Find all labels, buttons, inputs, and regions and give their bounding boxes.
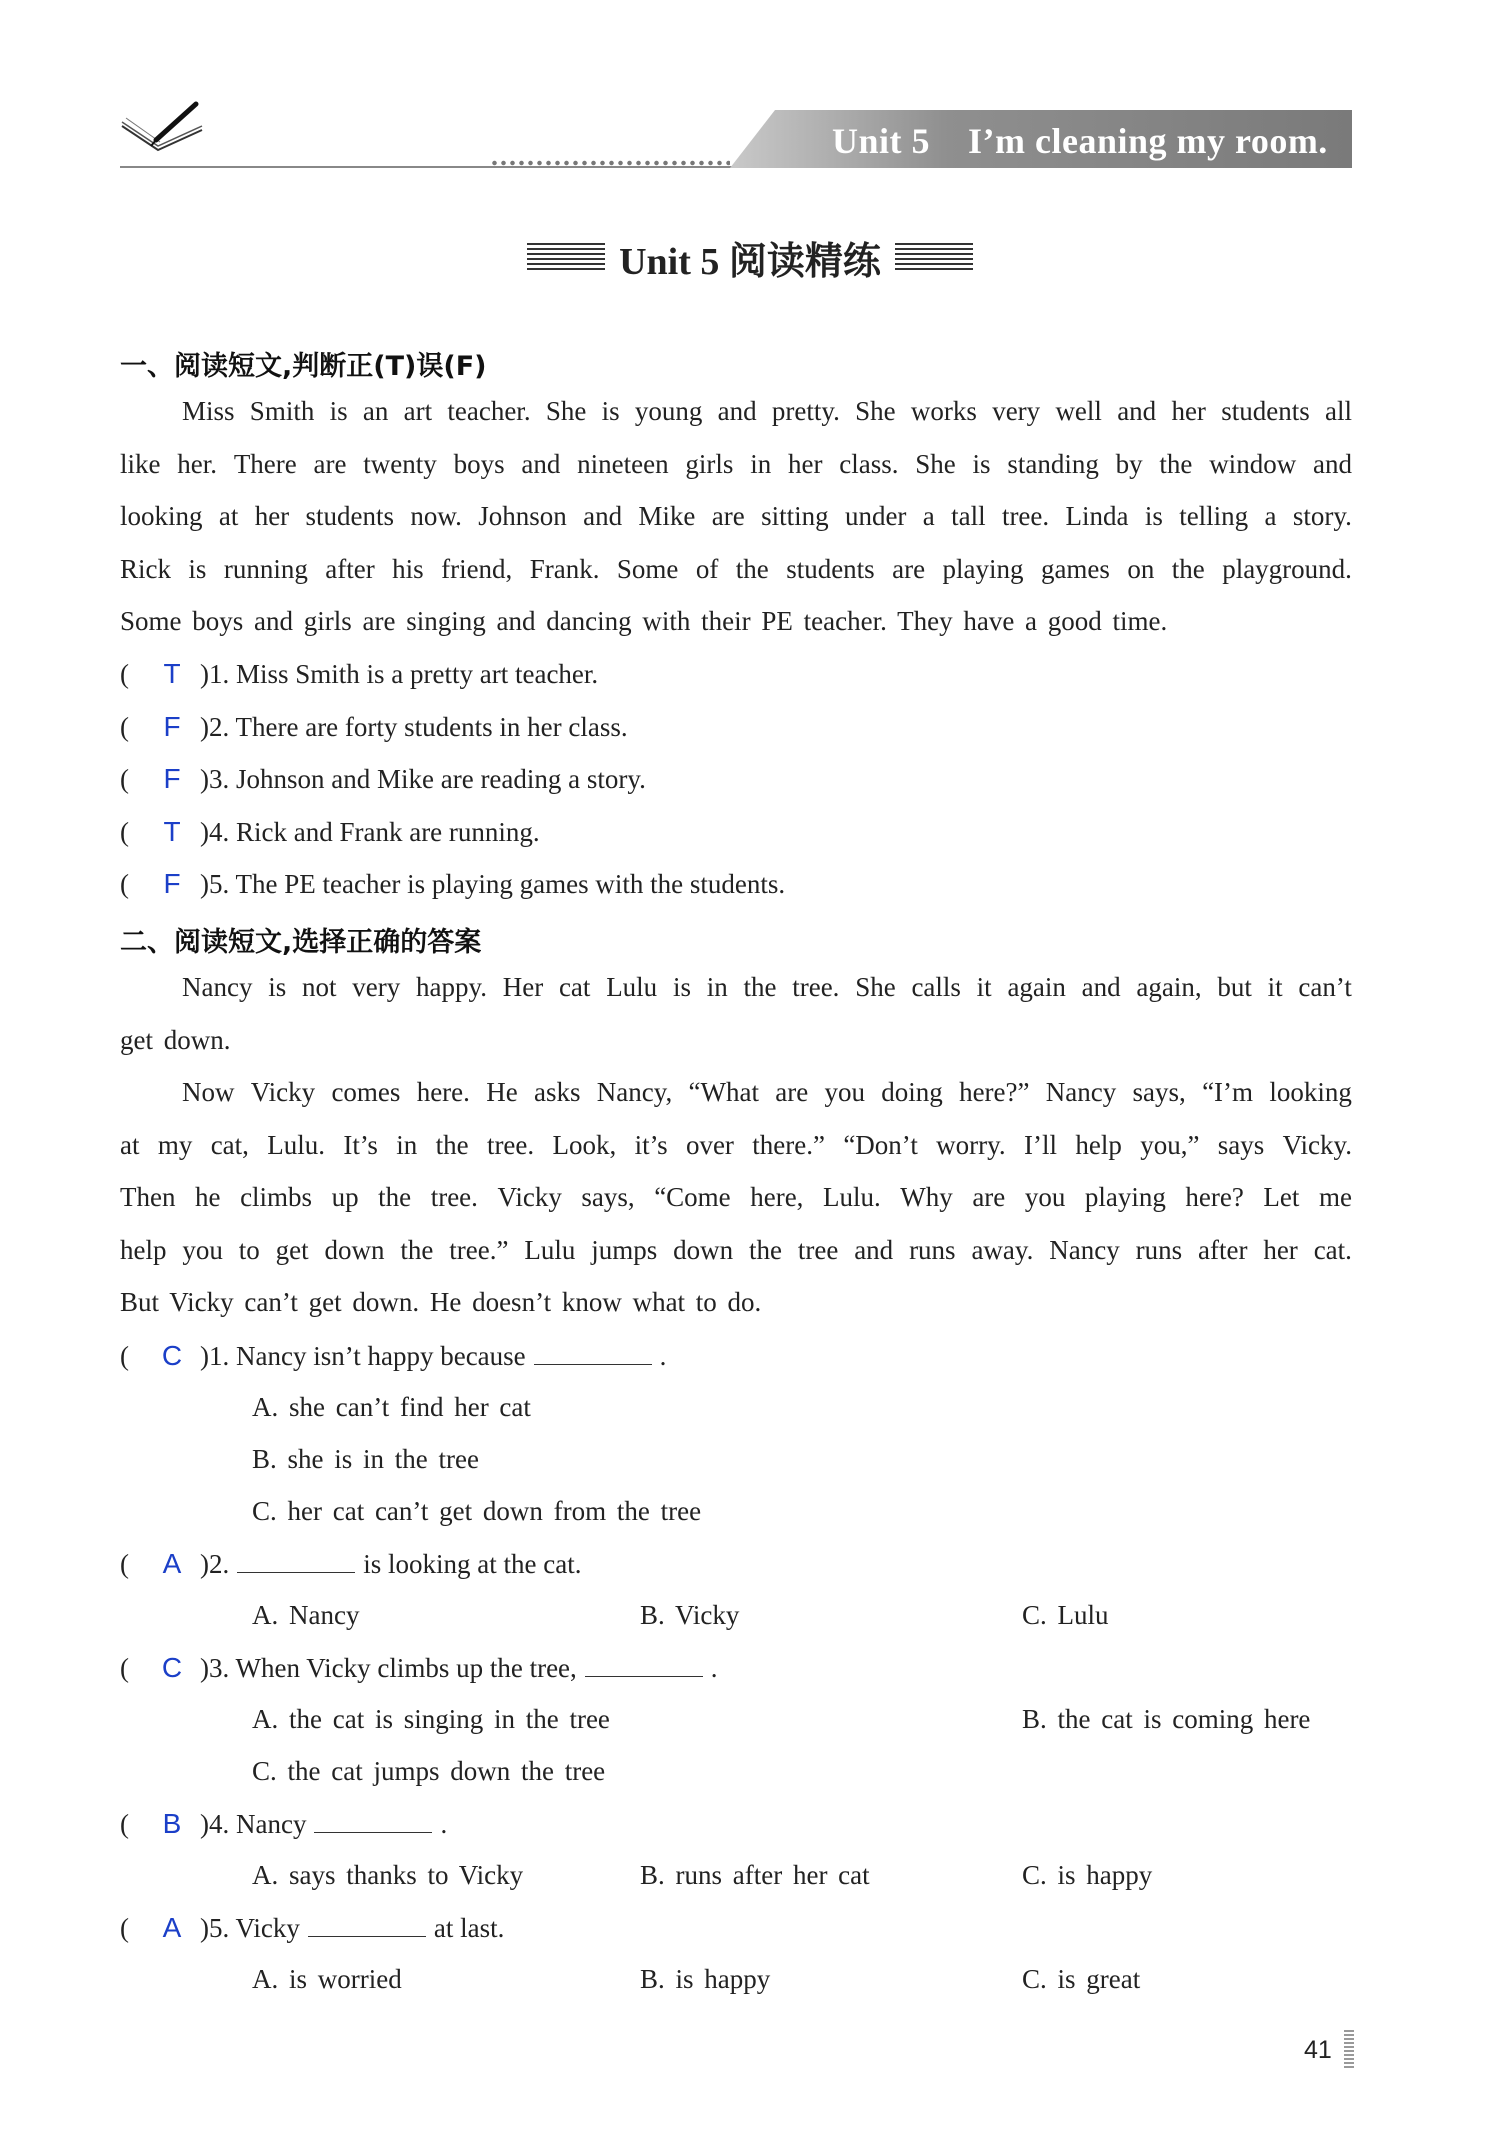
- passage-word: his: [392, 553, 424, 584]
- passage-word: nineteen: [577, 448, 669, 479]
- passage-word: you,”: [1140, 1129, 1200, 1160]
- tf-question: [120, 816, 540, 848]
- passage-word: climbs: [240, 1182, 313, 1212]
- passage-word: an: [362, 396, 389, 426]
- passage-word: it’s: [634, 1129, 668, 1160]
- passage-word: by: [1115, 448, 1143, 479]
- passage-word: says,: [1132, 1077, 1186, 1107]
- passage-word: comes: [331, 1077, 401, 1107]
- passage-word: the: [735, 553, 769, 584]
- tf-question: [120, 711, 628, 743]
- passage-word: jumps: [591, 1234, 658, 1265]
- open-paren: (: [120, 1809, 129, 1839]
- passage-line: [120, 554, 1352, 585]
- passage-word: runs: [1135, 1234, 1183, 1265]
- passage-word: a: [1264, 501, 1277, 531]
- passage-word: art: [403, 396, 433, 426]
- passage-word: playground.: [1222, 553, 1352, 584]
- passage-text: But Vicky can’t get down. He doesn’t know what to do.: [120, 1287, 762, 1317]
- passage-word: She: [855, 972, 896, 1002]
- answer-option: C. is happy: [1022, 1860, 1153, 1890]
- passage-word: and: [717, 396, 757, 426]
- passage-line: [120, 1130, 1352, 1161]
- passage-word: Linda: [1065, 501, 1129, 531]
- question-text: )3. Johnson and Mike are reading a story.: [200, 764, 646, 794]
- passage-word: doing: [881, 1077, 943, 1107]
- answer-option: B. runs after her cat: [640, 1860, 870, 1890]
- part2-heading: 二、阅读短文,选择正确的答案: [120, 927, 482, 958]
- passage-word: my: [157, 1129, 193, 1160]
- passage-word: but: [1217, 972, 1252, 1002]
- passage-word: happy.: [415, 972, 487, 1002]
- passage-word: Vicky: [250, 1077, 316, 1107]
- notebook-pen-icon: [118, 100, 208, 160]
- passage-word: here,: [750, 1182, 804, 1212]
- question-stem-end: at last.: [433, 1913, 505, 1943]
- passage-word: “Don’t: [843, 1129, 918, 1160]
- answer-letter: T: [163, 658, 181, 689]
- passage-word: her: [787, 448, 823, 479]
- passage-word: standing: [1007, 448, 1099, 479]
- passage-word: Let: [1263, 1182, 1300, 1212]
- passage-word: get: [275, 1234, 309, 1265]
- answer-option: A. Nancy: [252, 1600, 360, 1630]
- answer-option: C. the cat jumps down the tree: [252, 1756, 606, 1786]
- passage-word: Nancy,: [596, 1077, 673, 1107]
- passage-word: class.: [839, 448, 899, 479]
- passage-word: young: [634, 396, 703, 426]
- answer-blank: [237, 1550, 355, 1573]
- passage-word: down: [324, 1234, 385, 1265]
- passage-word: away.: [971, 1234, 1034, 1265]
- passage-word: boys: [453, 448, 505, 479]
- mc-question: [120, 1340, 666, 1372]
- passage-word: is: [972, 448, 991, 479]
- passage-word: very: [992, 396, 1041, 426]
- answer-option: C. her cat can’t get down from the tree: [252, 1496, 702, 1526]
- passage-word: cat,: [210, 1129, 249, 1160]
- question-stem: )5. Vicky: [200, 1913, 300, 1943]
- passage-word: and: [1081, 972, 1121, 1002]
- passage-word: tree.”: [449, 1234, 509, 1265]
- answer-blank: [585, 1654, 703, 1677]
- question-text: )5. The PE teacher is playing games with the students.: [200, 869, 786, 899]
- answer-option: A. the cat is singing in the tree: [252, 1704, 610, 1734]
- passage-word: Some: [616, 553, 679, 584]
- passage-word: window: [1209, 448, 1297, 479]
- passage-word: you: [1024, 1182, 1066, 1212]
- passage-word: Miss: [182, 396, 235, 426]
- passage-word: under: [844, 501, 907, 531]
- passage-word: She: [545, 396, 587, 426]
- passage-word: on: [1127, 553, 1155, 584]
- passage-word: Now: [182, 1077, 235, 1107]
- passage-word: the: [400, 1234, 434, 1265]
- answer-blank: [534, 1342, 652, 1365]
- passage-word: at: [120, 1129, 140, 1160]
- passage-word: in: [750, 448, 772, 479]
- passage-word: Why: [900, 1182, 953, 1212]
- open-paren: (: [120, 1653, 129, 1683]
- question-stem: )2.: [200, 1549, 230, 1579]
- question-stem: )1. Nancy isn’t happy because: [200, 1341, 526, 1371]
- answer-letter: T: [163, 815, 181, 847]
- answer-letter: A: [162, 1912, 182, 1943]
- passage-word: looking: [1269, 1077, 1352, 1107]
- passage-word: Nancy: [1049, 1234, 1120, 1265]
- passage-word: are: [711, 501, 745, 531]
- passage-word: here?: [1185, 1182, 1244, 1212]
- passage-word: Nancy: [182, 972, 253, 1002]
- passage-word: looking: [120, 501, 203, 531]
- open-paren: (: [120, 869, 129, 899]
- answer-option: C. is great: [1022, 1964, 1141, 1994]
- passage-word: tree.: [792, 972, 840, 1002]
- passage-word: teacher.: [447, 396, 531, 426]
- passage-word: here.: [416, 1077, 470, 1107]
- question-text: )2. There are forty students in her class.: [200, 711, 628, 742]
- passage-word: “Come: [654, 1182, 731, 1212]
- passage-word: Lulu: [524, 1234, 576, 1265]
- passage-word: “What: [688, 1077, 759, 1107]
- passage-word: again: [1007, 972, 1066, 1002]
- passage-word: Lulu.: [267, 1129, 326, 1160]
- passage-word: tree: [797, 1234, 839, 1265]
- passage-word: students: [786, 553, 875, 584]
- passage-line: [120, 449, 1352, 480]
- passage-word: is: [329, 396, 348, 426]
- open-paren: (: [120, 711, 129, 742]
- passage-word: it: [1267, 972, 1283, 1002]
- passage-word: are: [892, 553, 926, 584]
- passage-word: the: [1171, 553, 1205, 584]
- passage-word: is: [672, 972, 691, 1002]
- passage-word: the: [378, 1182, 412, 1212]
- passage-word: Lulu.: [822, 1182, 881, 1212]
- passage-word: Mike: [638, 501, 696, 531]
- passage-word: help: [120, 1234, 167, 1265]
- passage-word: he: [195, 1182, 221, 1212]
- passage-word: the: [1159, 448, 1193, 479]
- passage-word: students: [305, 501, 395, 531]
- passage-word: Her: [502, 972, 544, 1002]
- passage-word: Vicky.: [1282, 1129, 1352, 1160]
- passage-word: There: [233, 448, 297, 479]
- passage-word: after: [1198, 1234, 1248, 1265]
- passage-line: [120, 501, 1352, 532]
- passage-word: Smith: [249, 396, 315, 426]
- passage-word: her: [254, 501, 290, 531]
- passage-word: and: [1312, 448, 1352, 479]
- passage-word: Then: [120, 1182, 176, 1212]
- question-stem-end: is looking at the cat.: [363, 1549, 582, 1579]
- passage-word: to: [238, 1234, 260, 1265]
- passage-line: [120, 1287, 761, 1318]
- header-dots: [490, 158, 730, 168]
- answer-option: A. she can’t find her cat: [252, 1392, 531, 1422]
- passage-word: and: [583, 501, 623, 531]
- passage-word: help: [1075, 1129, 1122, 1160]
- passage-line: [182, 972, 1352, 1003]
- open-paren: (: [120, 659, 129, 689]
- title-bars-left: [527, 243, 605, 273]
- answer-option: C. Lulu: [1022, 1600, 1109, 1630]
- answer-letter: F: [163, 763, 181, 794]
- passage-word: again,: [1136, 972, 1202, 1002]
- passage-word: over: [685, 1129, 734, 1160]
- open-paren: (: [120, 1341, 129, 1371]
- passage-word: runs: [909, 1234, 956, 1265]
- passage-word: the: [743, 972, 777, 1002]
- passage-word: sitting: [761, 501, 829, 531]
- passage-word: cat.: [1313, 1234, 1352, 1265]
- passage-word: tall: [951, 501, 986, 531]
- passage-word: down: [673, 1234, 734, 1265]
- passage-word: and: [1117, 396, 1157, 426]
- passage-word: there.”: [752, 1129, 825, 1160]
- question-text: )1. Miss Smith is a pretty art teacher.: [200, 659, 599, 689]
- passage-line: [120, 1025, 230, 1056]
- passage-word: says,: [581, 1182, 635, 1212]
- passage-text: Some boys and girls are singing and dancing with their PE teacher. They have a good time.: [120, 606, 1168, 636]
- passage-word: her: [1263, 1234, 1298, 1265]
- question-stem-end: .: [710, 1653, 718, 1683]
- passage-word: Look,: [552, 1129, 617, 1160]
- question-text: )4. Rick and Frank are running.: [200, 816, 540, 847]
- passage-word: are: [313, 448, 347, 479]
- passage-line: [120, 1182, 1352, 1213]
- passage-word: running: [223, 553, 308, 584]
- page-number: 41: [1304, 2036, 1332, 2064]
- passage-word: playing: [1084, 1182, 1166, 1212]
- answer-letter: C: [161, 1340, 183, 1371]
- passage-word: you: [182, 1234, 223, 1265]
- mc-question: [120, 1652, 718, 1684]
- tf-question: [120, 763, 646, 795]
- passage-word: girls: [685, 448, 734, 479]
- answer-option: A. says thanks to Vicky: [252, 1860, 524, 1890]
- answer-blank: [308, 1914, 426, 1937]
- passage-word: of: [695, 553, 719, 584]
- passage-word: pretty.: [771, 396, 840, 426]
- title-bars-right: [895, 243, 973, 273]
- passage-word: asks: [533, 1077, 581, 1107]
- question-stem: )3. When Vicky climbs up the tree,: [200, 1653, 577, 1683]
- passage-word: very: [352, 972, 401, 1002]
- answer-letter: F: [163, 710, 181, 742]
- answer-blank: [314, 1810, 432, 1833]
- passage-word: She: [915, 448, 956, 479]
- passage-word: all: [1324, 396, 1352, 426]
- passage-word: is: [1144, 501, 1163, 531]
- page-edge-bar: [1344, 2030, 1354, 2068]
- tf-question: [120, 658, 598, 690]
- passage-word: calls: [911, 972, 961, 1002]
- passage-word: story.: [1292, 501, 1352, 531]
- passage-word: can’t: [1298, 972, 1352, 1002]
- part1-heading: 一、阅读短文,判断正(T)误(F): [120, 351, 487, 382]
- passage-word: the: [748, 1234, 782, 1265]
- passage-word: tree.: [1001, 501, 1050, 531]
- passage-word: Nancy: [1045, 1077, 1117, 1107]
- passage-word: She: [855, 396, 896, 426]
- open-paren: (: [120, 1549, 129, 1579]
- passage-word: tree.: [486, 1129, 535, 1160]
- section-title-row: [0, 230, 1500, 285]
- passage-word: well: [1055, 396, 1102, 426]
- passage-word: the: [435, 1129, 469, 1160]
- passage-word: Johnson: [478, 501, 567, 531]
- passage-word: up: [331, 1182, 359, 1212]
- passage-word: you: [824, 1077, 865, 1107]
- passage-text: get down.: [120, 1024, 231, 1055]
- passage-word: He: [486, 1077, 518, 1107]
- passage-word: tree.: [430, 1182, 478, 1212]
- passage-word: Lulu: [606, 972, 658, 1002]
- passage-word: games: [1040, 553, 1110, 584]
- passage-line: [120, 1235, 1352, 1266]
- passage-word: a: [922, 501, 935, 531]
- passage-line: [182, 396, 1352, 427]
- passage-word: Frank.: [529, 553, 600, 584]
- passage-word: in: [396, 1129, 418, 1160]
- passage-word: playing: [942, 553, 1024, 584]
- passage-word: I’ll: [1024, 1129, 1057, 1160]
- section-title: Unit 5 阅读精练: [619, 241, 881, 283]
- passage-word: after: [325, 553, 375, 584]
- answer-letter: F: [163, 868, 181, 899]
- passage-word: telling: [1179, 501, 1249, 531]
- passage-word: cat: [558, 972, 591, 1002]
- passage-word: not: [301, 972, 337, 1002]
- open-paren: (: [120, 1913, 129, 1943]
- passage-word: students: [1221, 396, 1310, 426]
- question-stem-end: .: [659, 1341, 667, 1371]
- answer-letter: A: [162, 1548, 182, 1579]
- passage-word: in: [706, 972, 728, 1002]
- answer-letter: B: [162, 1808, 182, 1839]
- answer-option: B. Vicky: [640, 1600, 740, 1630]
- passage-word: says: [1217, 1129, 1265, 1160]
- answer-option: B. the cat is coming here: [1022, 1704, 1311, 1734]
- passage-word: Rick: [120, 553, 171, 584]
- passage-word: are: [972, 1182, 1006, 1212]
- passage-word: now.: [410, 501, 462, 531]
- passage-word: here?”: [959, 1077, 1030, 1107]
- passage-word: is: [601, 396, 620, 426]
- passage-word: worry.: [936, 1129, 1006, 1160]
- passage-word: her.: [177, 448, 218, 479]
- passage-word: works: [910, 396, 977, 426]
- mc-question: [120, 1808, 447, 1840]
- passage-word: like: [120, 448, 161, 479]
- passage-word: and: [854, 1234, 894, 1265]
- answer-option: B. she is in the tree: [252, 1444, 479, 1474]
- passage-word: twenty: [363, 448, 437, 479]
- passage-line: [120, 606, 1167, 637]
- passage-word: it: [976, 972, 992, 1002]
- passage-word: are: [775, 1077, 809, 1107]
- passage-word: and: [521, 448, 561, 479]
- unit-title: Unit 5 I’m cleaning my room.: [832, 121, 1328, 161]
- passage-word: It’s: [343, 1129, 378, 1160]
- answer-option: B. is happy: [640, 1964, 771, 1994]
- passage-word: Vicky: [497, 1182, 562, 1212]
- mc-question: [120, 1548, 581, 1580]
- passage-word: friend,: [441, 553, 513, 584]
- tf-question: [120, 868, 785, 900]
- passage-word: at: [218, 501, 239, 531]
- passage-word: is: [188, 553, 207, 584]
- passage-word: “I’m: [1202, 1077, 1254, 1107]
- open-paren: (: [120, 764, 129, 794]
- passage-line: [182, 1077, 1352, 1108]
- passage-word: is: [268, 972, 287, 1002]
- answer-letter: C: [161, 1652, 183, 1683]
- passage-word: her: [1171, 396, 1206, 426]
- answer-option: A. is worried: [252, 1964, 402, 1994]
- question-stem-end: .: [440, 1809, 448, 1839]
- passage-word: me: [1318, 1182, 1352, 1212]
- question-stem: )4. Nancy: [200, 1809, 307, 1839]
- mc-question: [120, 1912, 504, 1944]
- open-paren: (: [120, 816, 129, 847]
